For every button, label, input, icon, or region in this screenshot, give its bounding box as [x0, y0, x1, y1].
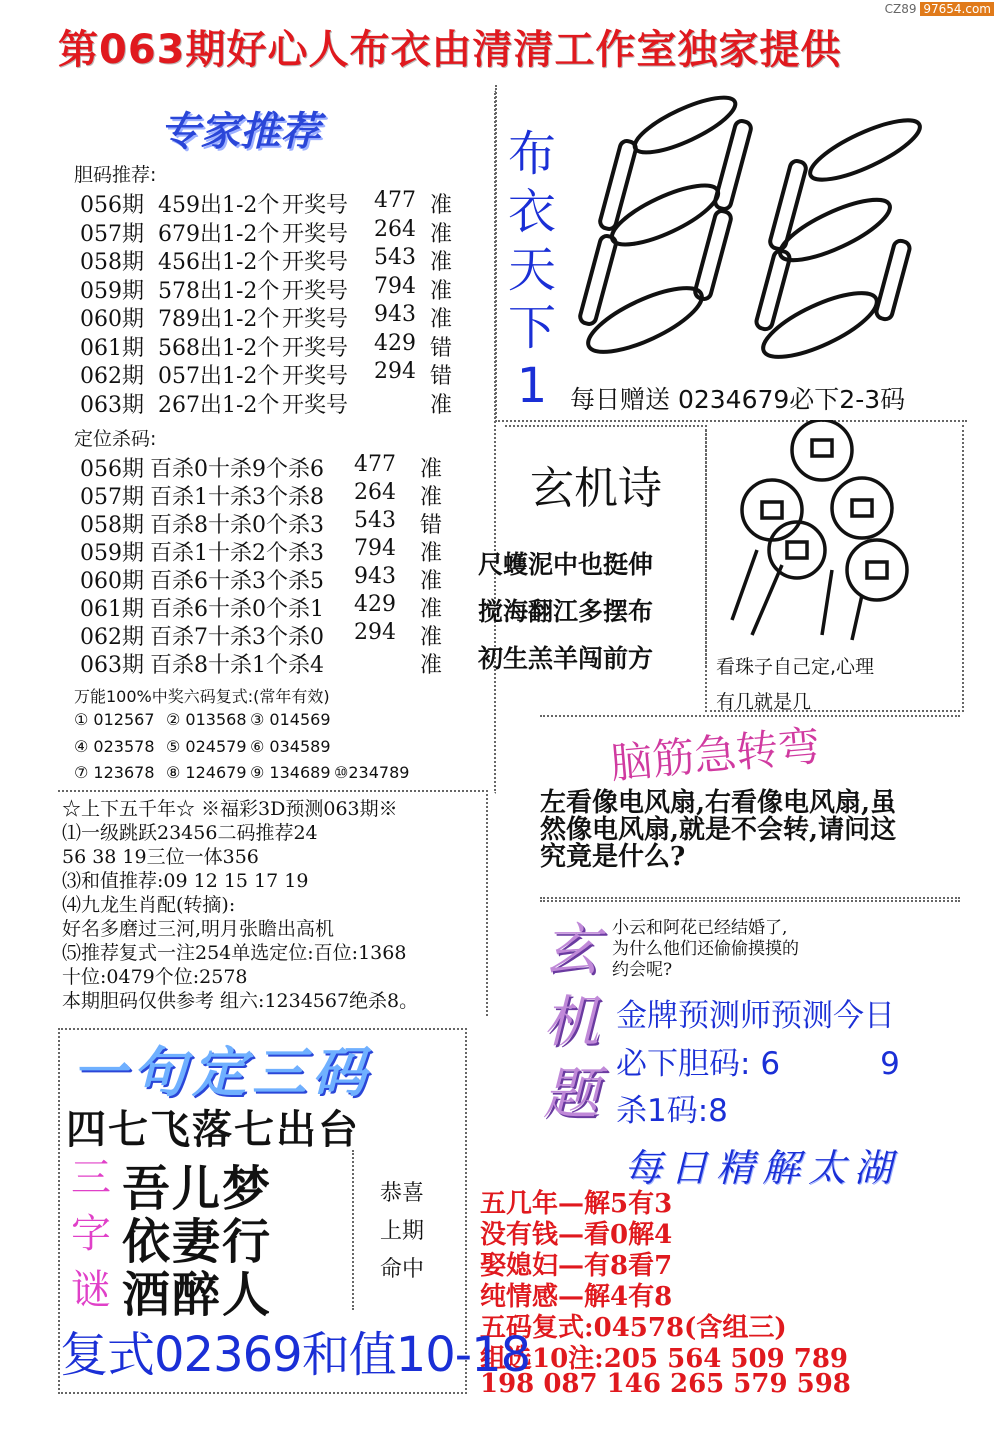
kill-label: 定位杀码:: [74, 428, 157, 450]
forecast-line: ⑷九龙生肖配(转摘):: [62, 894, 236, 916]
dan-result: 准: [430, 193, 453, 218]
taihu-line: 没有钱—看0解4: [480, 1220, 673, 1250]
forecast-line: ⑶和值推荐:09 12 15 17 19: [62, 870, 309, 892]
kill-number: 943: [354, 564, 396, 589]
congrats-2: 上期: [380, 1219, 425, 1244]
kill-result: 准: [420, 457, 443, 482]
dan-word: 开奖号: [282, 193, 349, 218]
dan-issue: 063期: [80, 392, 144, 418]
dan-a: 6: [760, 1046, 781, 1082]
kill-number: 477: [354, 452, 396, 477]
brain-title: 脑筋急转弯: [608, 720, 822, 789]
kill-pick: 百杀1十杀3个杀8: [150, 485, 324, 510]
beads-caption-2: 有几就是几: [716, 691, 812, 713]
forecast-line: 56 38 19三位一体356: [62, 846, 259, 868]
six-code: ⑨ 134689: [250, 763, 331, 782]
kill-result: 准: [420, 653, 443, 678]
kill-pick: 百杀8十杀1个杀4: [150, 653, 324, 678]
dan-result: 错: [430, 335, 453, 361]
taihu-line: 娶媳妇—有8看7: [480, 1251, 673, 1281]
kill-pick: 百杀7十杀3个杀0: [150, 625, 324, 650]
expert-heading: 专家推荐: [160, 109, 320, 155]
congrats-3: 命中: [380, 1257, 425, 1282]
kill-issue: 061期: [80, 597, 144, 622]
xuanji-question: [612, 918, 799, 981]
six-code: ⑧ 124679: [166, 763, 247, 782]
dan-pick: 679出1-2个: [158, 221, 280, 247]
gift-text: 每日赠送 0234679必下2-3码: [570, 385, 906, 414]
dan-word: 开奖号: [282, 364, 349, 389]
dan-pick: 267出1-2个: [158, 392, 280, 418]
kill-issue: 058期: [80, 513, 144, 538]
taihu-line: 五码复式:04578(含组三): [480, 1313, 787, 1343]
dan-issue: 061期: [80, 335, 144, 361]
forecast-line: 十位:0479个位:2578: [62, 966, 248, 988]
kill-number: 264: [354, 480, 396, 505]
kill-issue: 062期: [80, 625, 144, 650]
dan-word: 开奖号: [282, 307, 349, 332]
kill-issue: 059期: [80, 541, 144, 566]
dan-pick: 456出1-2个: [158, 250, 280, 275]
kill-pick: 百杀1十杀2个杀3: [150, 541, 324, 566]
buyi-char: 布: [507, 126, 556, 182]
dan-number: 943: [374, 302, 416, 327]
gold-line: 金牌预测师预测今日: [616, 998, 895, 1034]
forecast-line: ⑴一级跳跃23456二码推荐24: [62, 822, 318, 844]
dan-word: 开奖号: [282, 221, 349, 247]
beads-caption-1: 看珠子自己定,心理: [716, 656, 875, 678]
watermark: [885, 2, 994, 16]
dan-result: 准: [430, 278, 453, 304]
oneline-title: 一句定三码: [72, 1041, 372, 1104]
dan-word: 开奖号: [282, 392, 349, 418]
xuanji-char: 题: [543, 1062, 599, 1127]
dan-result: 准: [430, 307, 453, 332]
dan-number: 477: [374, 188, 416, 213]
taihu-title: 每日精解太湖: [624, 1146, 901, 1190]
three-word-char: 字: [71, 1211, 111, 1257]
watermark-left: CZ89: [884, 2, 917, 16]
dan-prefix: 必下胆码:: [616, 1046, 751, 1082]
dan-result: 准: [430, 392, 453, 418]
fushi-line: 复式02369和值10-18: [60, 1327, 531, 1383]
poem-title: 玄机诗: [530, 463, 662, 514]
dan-number: 294: [374, 359, 416, 384]
question-line: 小云和阿花已经结婚了,: [612, 918, 788, 938]
oneline-sentence: 四七飞落七出台: [66, 1107, 360, 1153]
dan-result: 准: [430, 221, 453, 247]
riddle-line-2: 依妻行: [122, 1214, 273, 1270]
page-title: 第063期好心人布衣由清清工作室独家提供: [58, 27, 842, 73]
taihu-line: 五几年—解5有3: [480, 1189, 673, 1219]
dan-pick: 789出1-2个: [158, 307, 280, 332]
number-86-drawing: [565, 80, 960, 380]
kill-number: 543: [354, 508, 396, 533]
dan-issue: 058期: [80, 250, 144, 275]
forecast-block: [62, 797, 418, 1013]
dan-number: 264: [374, 216, 416, 242]
poem-line-1: 尺蠖泥中也挺伸: [478, 550, 654, 579]
kill-pick: 百杀6十杀3个杀5: [150, 569, 324, 594]
buyi-char: 1: [516, 358, 548, 414]
dan-number: 794: [374, 273, 416, 299]
kill-result: 准: [420, 597, 443, 622]
brain-text: 左看像电风扇,右看像电风扇,虽然像电风扇,就是不会转,请问这究竟是什么?: [540, 788, 897, 872]
watermark-right: 97654.com: [920, 2, 994, 16]
poem-line-3: 初生羔羊闯前方: [478, 644, 654, 673]
kill-issue: 060期: [80, 569, 144, 594]
dan-label: 胆码推荐:: [74, 164, 157, 186]
six-code: ⑦ 123678: [74, 763, 155, 782]
six-code: ⑩234789: [334, 763, 410, 782]
kill-result: 准: [420, 569, 443, 594]
six-code: ① 012567: [74, 710, 155, 729]
forecast-line: ⑸推荐复式一注254单选定位:百位:1368: [62, 942, 407, 964]
question-line: 为什么他们还偷偷摸摸的: [612, 939, 799, 959]
forecast-line: ☆上下五千年☆ ※福彩3D预测063期※: [62, 798, 398, 820]
kill-pick: 百杀8十杀0个杀3: [150, 513, 324, 538]
dan-issue: 060期: [80, 307, 144, 332]
buyi-char: 天: [507, 242, 556, 298]
dan-issue: 059期: [80, 278, 144, 304]
dan-result: 错: [430, 364, 453, 389]
buyi-char: 下: [507, 300, 556, 356]
dan-issue: 057期: [80, 221, 144, 247]
dan-number: 543: [374, 245, 416, 270]
poem-line-2: 搅海翻江多摆布: [478, 597, 654, 626]
buyi-char: 衣: [507, 184, 556, 240]
coins-drawing: [712, 420, 957, 645]
six-code: ④ 023578: [74, 736, 155, 756]
kill-result: 准: [420, 625, 443, 650]
dan-result: 准: [430, 250, 453, 275]
dan-number: 429: [374, 330, 416, 356]
dan-pick: 057出1-2个: [158, 364, 280, 389]
kill-pick: 百杀6十杀0个杀1: [150, 597, 324, 622]
dan-pick: 568出1-2个: [158, 335, 280, 361]
kill-number: 794: [354, 536, 396, 561]
dan-issue: 062期: [80, 364, 144, 389]
riddle-line-1: 吾儿梦: [122, 1161, 273, 1217]
dan-word: 开奖号: [282, 250, 349, 275]
kill-issue: 056期: [80, 457, 144, 482]
three-word-label: [66, 1150, 116, 1318]
six-code: ② 013568: [166, 710, 247, 729]
dan-prediction: [616, 1038, 900, 1083]
buyi-vertical-title: [497, 125, 567, 415]
xuanji-char: 玄: [543, 918, 599, 983]
kill-issue: 063期: [80, 653, 144, 678]
kill-number: 294: [354, 620, 396, 645]
forecast-line: 本期胆码仅供参考 组六:1234567绝杀8。: [62, 990, 419, 1012]
six-label: 万能100%中奖六码复式:(常年有效): [74, 687, 330, 706]
kill-result: 错: [420, 513, 443, 538]
dan-b: 9: [880, 1046, 900, 1082]
six-code: ③ 014569: [250, 710, 331, 729]
dan-issue: 056期: [80, 193, 144, 218]
kill-issue: 057期: [80, 485, 144, 510]
dan-word: 开奖号: [282, 335, 349, 361]
three-word-char: 谜: [71, 1267, 111, 1313]
six-code: ⑥ 034589: [250, 736, 331, 756]
six-code: ⑤ 024579: [166, 736, 247, 756]
dan-pick: 459出1-2个: [158, 193, 280, 218]
kill-number: 429: [354, 592, 396, 617]
taihu-line: 组选10注:205 564 509 789: [480, 1344, 849, 1374]
kill-pick: 百杀0十杀9个杀6: [150, 457, 324, 482]
kill-result: 准: [420, 485, 443, 510]
xuanji-char: 机: [543, 990, 599, 1055]
dan-pick: 578出1-2个: [158, 278, 280, 304]
three-word-char: 三: [71, 1155, 111, 1201]
xuanji-vertical-title: [536, 915, 606, 1131]
taihu-line: 198 087 146 265 579 598: [480, 1369, 851, 1399]
question-line: 约会呢?: [612, 960, 673, 980]
kill-prediction: 杀1码:8: [616, 1093, 728, 1129]
kill-result: 准: [420, 541, 443, 566]
forecast-line: 好名多磨过三河,明月张瞻出高机: [62, 918, 335, 940]
congrats-1: 恭喜: [380, 1181, 425, 1206]
dan-word: 开奖号: [282, 278, 349, 304]
riddle-line-3: 酒醉人: [122, 1267, 273, 1323]
taihu-line: 纯情感—解4有8: [480, 1282, 673, 1312]
